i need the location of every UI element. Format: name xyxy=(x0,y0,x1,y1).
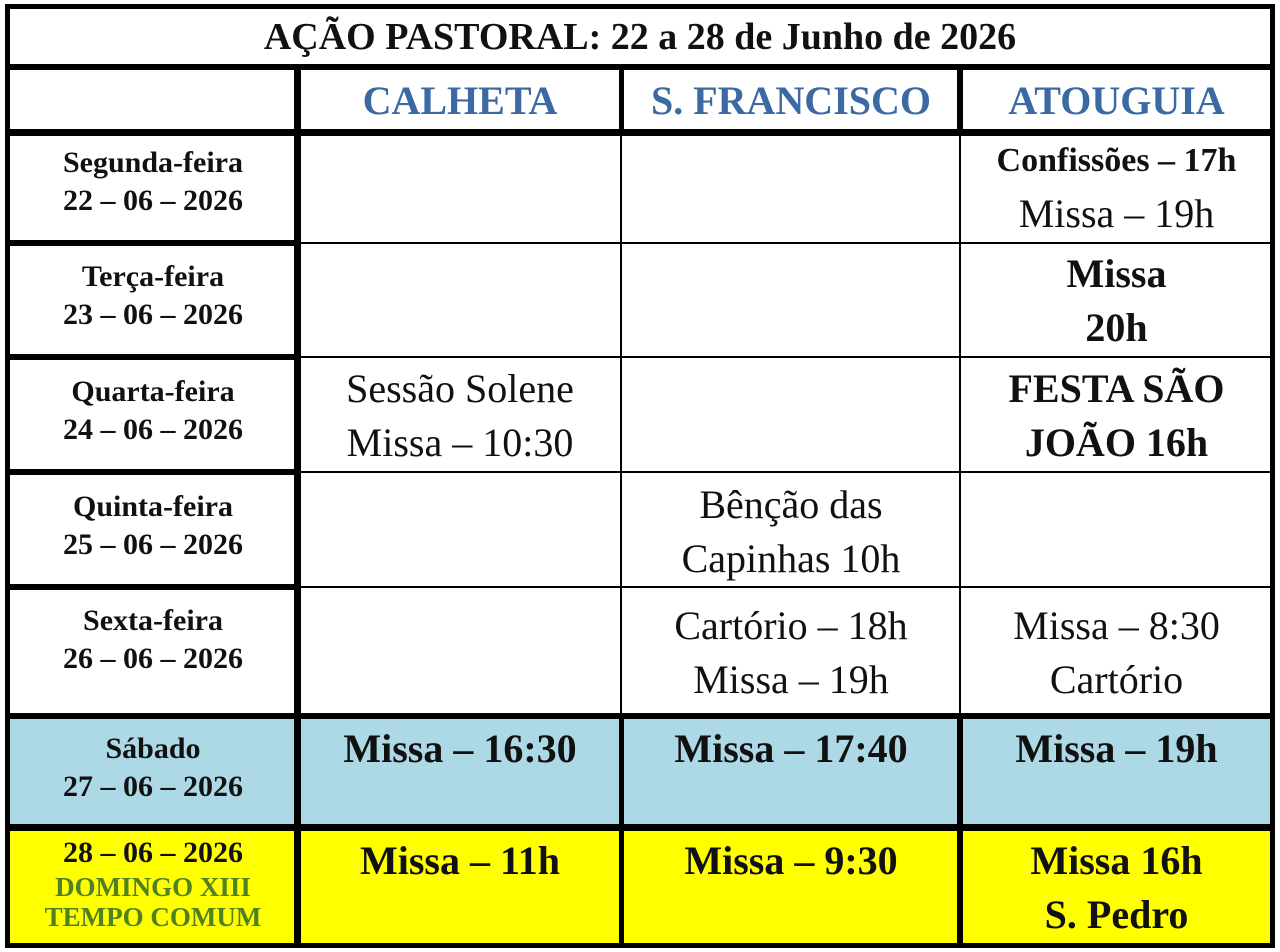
day-cell-saturday xyxy=(10,722,296,822)
sunday-note: DOMINGO XIII xyxy=(55,872,251,902)
event-cell-monday-calheta xyxy=(300,136,620,240)
day-cell-thursday xyxy=(10,480,296,584)
column-header-atouguia: ATOUGUIA xyxy=(1008,77,1225,123)
day-cell-friday xyxy=(10,594,296,712)
day-date: 26 – 06 – 2026 xyxy=(63,642,243,675)
row-divider-thin xyxy=(296,471,1270,473)
day-date: 23 – 06 – 2026 xyxy=(63,298,243,331)
row-divider xyxy=(5,713,1275,719)
event-line: Missa 16h xyxy=(1030,838,1203,883)
day-cell-tuesday xyxy=(10,250,296,354)
event-cell-monday-sfrancisco xyxy=(623,136,959,240)
event-cell-sunday-sfrancisco xyxy=(623,832,959,944)
row-divider xyxy=(5,824,1275,831)
event-line: Cartório – 18h xyxy=(674,603,908,648)
sunday-note: TEMPO COMUM xyxy=(44,902,262,932)
day-cell-wednesday xyxy=(10,365,296,469)
row-divider xyxy=(5,64,1275,70)
row-divider xyxy=(5,240,301,246)
event-line: Sessão Solene xyxy=(346,366,574,411)
day-cell-sunday xyxy=(10,832,296,944)
row-divider xyxy=(5,584,301,590)
column-divider xyxy=(957,66,963,136)
event-cell-wednesday-sfrancisco xyxy=(623,362,959,470)
row-divider xyxy=(5,354,301,360)
event-cell-friday-atouguia xyxy=(963,592,1270,714)
event-line: Missa – 16:30 xyxy=(343,726,577,771)
event-line: Cartório xyxy=(1049,657,1184,702)
day-name: Sexta-feira xyxy=(83,604,223,637)
event-cell-saturday-atouguia xyxy=(963,720,1270,824)
row-divider xyxy=(5,129,1275,136)
day-name: Segunda-feira xyxy=(63,146,243,179)
column-header-calheta: CALHETA xyxy=(362,77,558,123)
event-cell-tuesday-calheta xyxy=(300,248,620,354)
event-line: Capinhas 10h xyxy=(681,536,901,581)
event-line: Missa xyxy=(1066,251,1167,296)
column-divider xyxy=(619,66,624,136)
day-cell-monday xyxy=(10,136,296,240)
table-border-top xyxy=(5,4,1275,9)
column-header-sfrancisco: S. FRANCISCO xyxy=(650,77,932,123)
event-cell-friday-sfrancisco xyxy=(623,592,959,714)
event-line: Missa – 19h xyxy=(1015,726,1218,771)
day-name: Sábado xyxy=(105,732,201,765)
day-date: 25 – 06 – 2026 xyxy=(63,528,243,561)
day-date: 24 – 06 – 2026 xyxy=(63,413,243,446)
column-divider xyxy=(957,716,963,946)
event-line: Missa – 19h xyxy=(1018,191,1215,236)
event-line: Missa – 19h xyxy=(693,657,889,702)
page-title: AÇÃO PASTORAL: 22 a 28 de Junho de 2026 xyxy=(263,16,1017,58)
event-line: Missa – 17:40 xyxy=(674,726,908,771)
column-divider xyxy=(294,66,301,946)
event-line: S. Pedro xyxy=(1044,892,1189,937)
event-line: JOÃO 16h xyxy=(1024,420,1209,465)
event-line: FESTA SÃO xyxy=(1008,366,1225,411)
event-line: Missa – 10:30 xyxy=(346,420,574,465)
event-cell-wednesday-calheta xyxy=(300,362,620,470)
day-name: Terça-feira xyxy=(81,260,225,293)
column-divider xyxy=(619,716,624,946)
event-cell-thursday-sfrancisco xyxy=(623,478,959,586)
event-line: Confissões – 17h xyxy=(996,142,1237,179)
row-divider-thin xyxy=(296,242,1270,244)
event-line: Bênção das xyxy=(699,482,883,527)
event-cell-thursday-atouguia xyxy=(963,478,1270,586)
event-cell-thursday-calheta xyxy=(300,478,620,586)
event-cell-saturday-sfrancisco xyxy=(623,720,959,824)
header-empty-cell xyxy=(10,70,296,130)
day-name: Quarta-feira xyxy=(71,375,235,408)
row-divider-thin xyxy=(296,356,1270,358)
column-divider-thin xyxy=(620,136,622,716)
day-name: Quinta-feira xyxy=(73,490,233,523)
event-cell-tuesday-sfrancisco xyxy=(623,248,959,354)
column-divider-thin xyxy=(959,136,961,716)
table-border-left xyxy=(5,4,10,948)
event-cell-saturday-calheta xyxy=(300,720,620,824)
event-cell-sunday-calheta xyxy=(300,832,620,944)
event-cell-friday-calheta xyxy=(300,592,620,714)
event-cell-tuesday-atouguia xyxy=(963,248,1270,354)
table-border-bottom xyxy=(5,943,1275,948)
table-border-right xyxy=(1270,4,1275,948)
row-divider-thin xyxy=(296,586,1270,588)
day-date: 28 – 06 – 2026 xyxy=(63,836,243,869)
event-line: Missa – 9:30 xyxy=(684,838,898,883)
event-line: 20h xyxy=(1085,305,1148,350)
event-cell-monday-atouguia xyxy=(963,136,1270,240)
event-cell-sunday-atouguia xyxy=(963,832,1270,944)
event-line: Missa – 8:30 xyxy=(1013,603,1220,648)
row-divider xyxy=(5,469,301,475)
day-date: 27 – 06 – 2026 xyxy=(63,770,243,803)
event-line: Missa – 11h xyxy=(359,838,561,883)
day-date: 22 – 06 – 2026 xyxy=(63,184,243,217)
event-cell-wednesday-atouguia xyxy=(963,362,1270,470)
